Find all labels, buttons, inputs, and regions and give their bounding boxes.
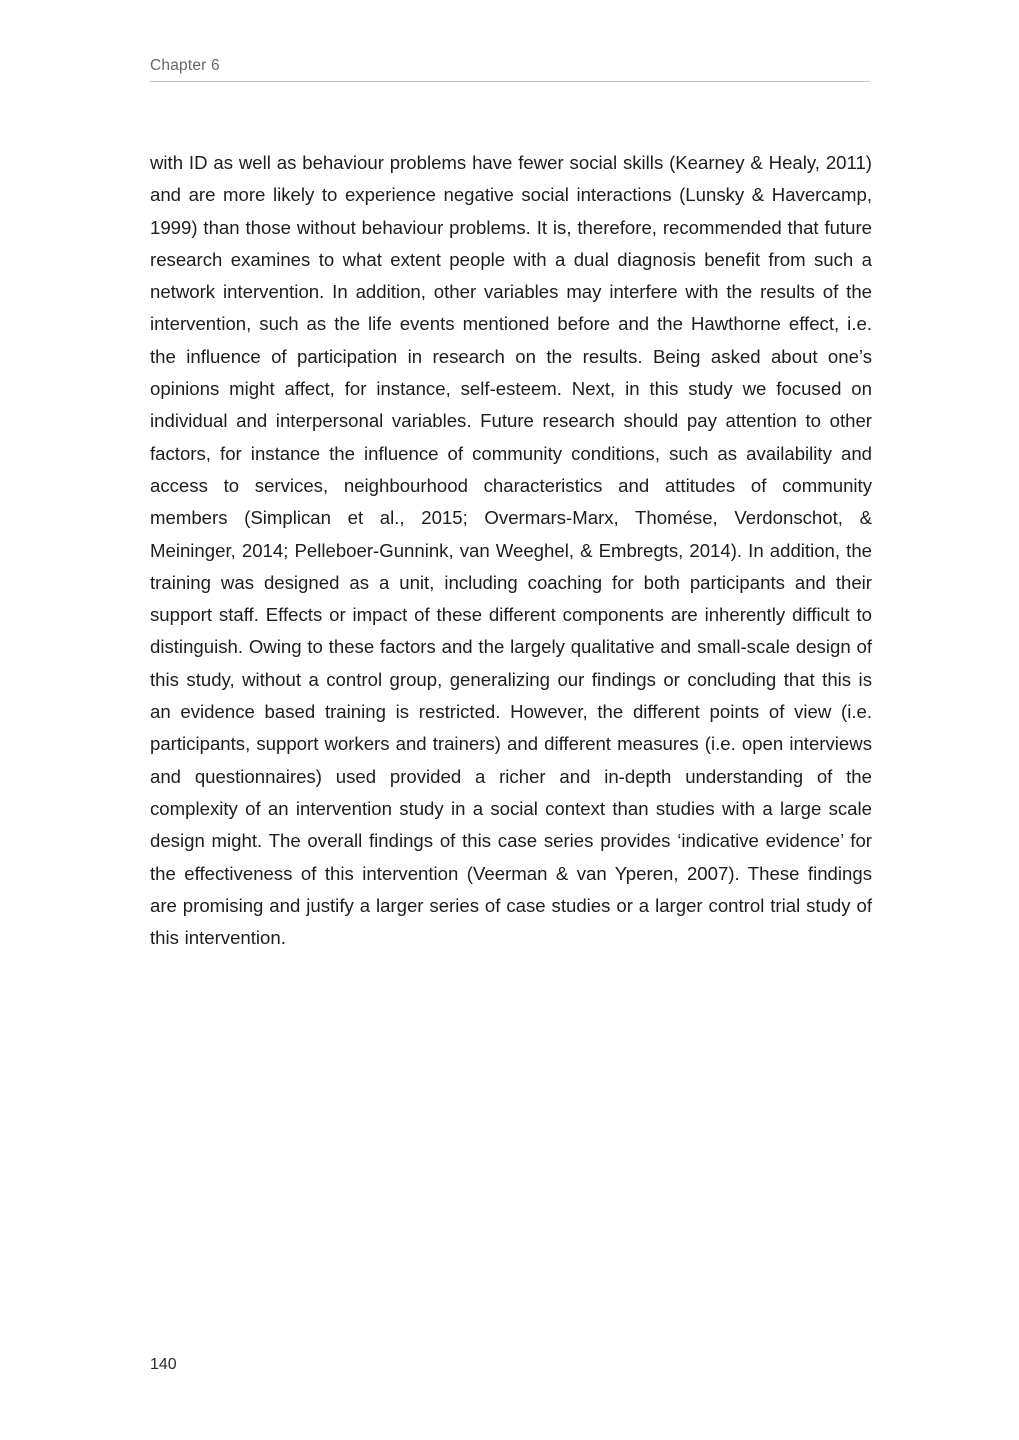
chapter-header: Chapter 6 — [150, 57, 220, 74]
page-number: 140 — [150, 1356, 177, 1373]
body-paragraph: with ID as well as behaviour problems have fewer social skills (Kearney & Healy, 2011) and are more likely to experience negative social interactions (Lunsky & Havercamp, 1999) than those without behaviour problems. It is, therefore, recommended that future research examines to what extent people with a dual diagnosis benefit from such a network intervention. In addition, other variables may interfere with the results of the intervention, such as the life events mentioned before and the Hawthorne effect, i.e. the influence of participation in research on the results. Being asked about one’s opinions might affect, for instance, self-esteem. Next, in this study we focused on individual and interpersonal variables. Future research should pay attention to other factors, for instance the influence of community conditions, such as availability and access to services, neighbourhood characteristics and attitudes of community members (Simplican et al., 2015; Overmars-Marx, Thomése, Verdonschot, & Meininger, 2014; Pelleboer-Gunnink, van Weeghel, & Embregts, 2014). In addition, the training was designed as a unit, including coaching for both participants and their support staff. Effects or impact of these different components are inherently difficult to distinguish. Owing to these factors and the largely qualitative and small-scale design of this study, without a control group, generalizing our findings or concluding that this is an evidence based training is restricted. However, the different points of view (i.e. participants, support workers and trainers) and different measures (i.e. open interviews and questionnaires) used provided a richer and in-depth understanding of the complexity of an intervention study in a social context than studies with a large scale design might. The overall findings of this case series provides ‘indicative evidence’ for the effectiveness of this intervention (Veerman & van Yperen, 2007). These findings are promising and justify a larger series of case studies or a larger control trial study of this intervention. — [150, 152, 872, 949]
header-divider — [150, 81, 870, 82]
